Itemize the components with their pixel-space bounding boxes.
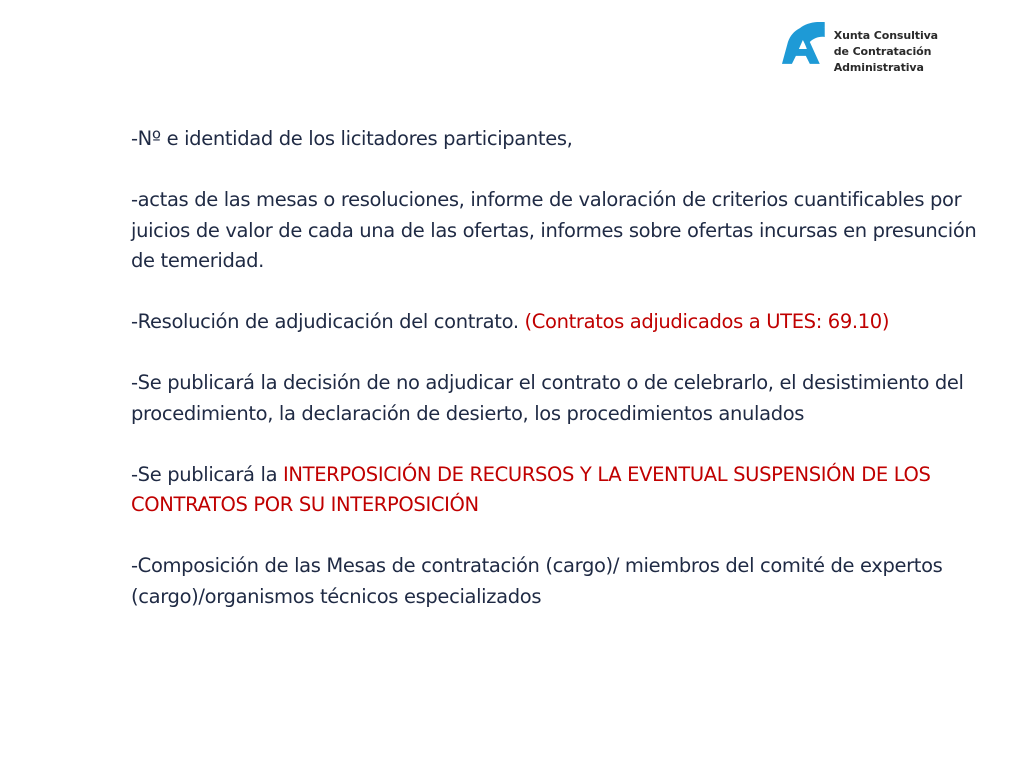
organization-logo [780,22,1024,76]
utes-note: (Contratos adjudicados a UTES: 69.10) [524,310,890,333]
paragraph-resolucion [131,307,981,338]
paragraph-text: -Composición de las Mesas de contratación (cargo)/ miembros del comité de expertos (cargo)/organismos técnicos especializados [131,554,943,608]
paragraph-recursos [131,460,981,521]
paragraph-decision [131,368,981,429]
logo-text [834,28,1024,76]
slide-body [131,124,981,643]
paragraph-text: -Resolución de adjudicación del contrato. [131,310,525,333]
paragraph-text: -Se publicará la [131,462,284,486]
paragraph-actas [131,185,981,277]
paragraph-composicion [131,551,981,612]
paragraph-licitadores [131,124,981,155]
logo-line-2: de Contratación Administrativa [833,45,932,74]
recursos-highlight: INTERPOSICIÓN DE RECURSOS Y LA EVENTUAL SUSPENSIÓN DE LOS CONTRATOS POR SU INTERPOSICIÓN [131,462,931,516]
paragraph-text: -actas de las mesas o resoluciones, informe de valoración de criterios cuantificables por juicios de valor de cada una de las ofertas, informes sobre ofertas incursas en presunción de temeridad. [131,188,977,272]
logo-line-1: Xunta Consultiva [833,29,939,42]
paragraph-text: -Nº e identidad de los licitadores participantes, [131,127,573,150]
xunta-consultiva-logo-icon [780,22,826,66]
paragraph-text: -Se publicará la decisión de no adjudicar el contrato o de celebrarlo, el desistimiento del procedimiento, la declaración de desierto, los procedimientos anulados [131,371,964,425]
